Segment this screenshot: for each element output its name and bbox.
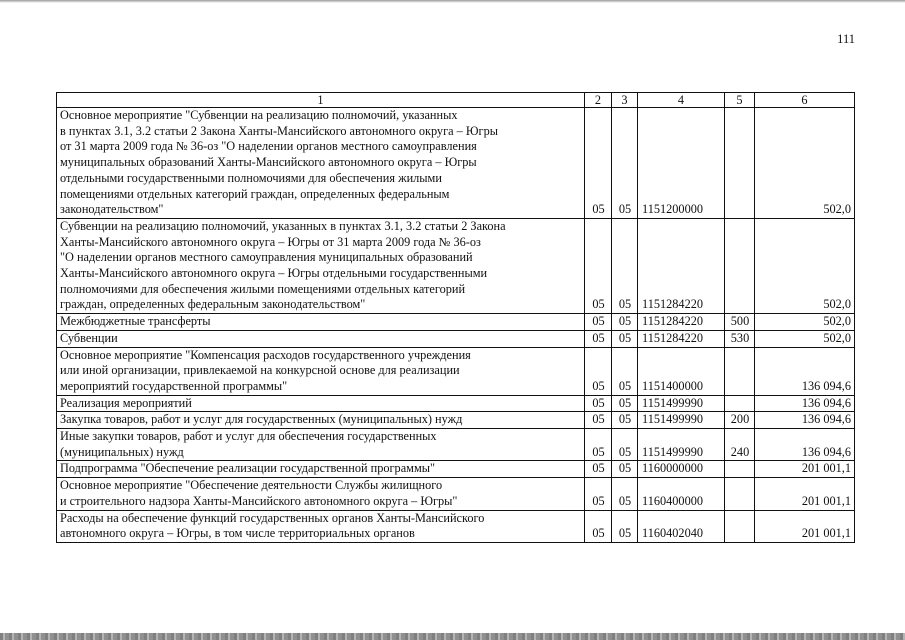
target-article-cell: 1151400000 bbox=[638, 347, 725, 395]
amount-cell: 136 094,6 bbox=[755, 347, 855, 395]
header-cell: 2 bbox=[585, 93, 612, 108]
table-header-row bbox=[57, 93, 855, 108]
table-row bbox=[57, 330, 855, 347]
table-row bbox=[57, 478, 855, 510]
section-code-cell: 05 bbox=[585, 478, 612, 510]
expense-name-cell: Основное мероприятие "Компенсация расходов государственного учреждения или иной организации, привлекаемой на конкурсной основе для реализации мероприятий государственной программы" bbox=[57, 347, 585, 395]
amount-cell: 201 001,1 bbox=[755, 478, 855, 510]
expense-name-cell: Расходы на обеспечение функций государственных органов Ханты-Мансийского автономного округа – Югры, в том числе территориальных органов bbox=[57, 510, 585, 542]
section-code-cell: 05 bbox=[585, 429, 612, 461]
subsection-code-cell: 05 bbox=[612, 347, 638, 395]
amount-cell: 136 094,6 bbox=[755, 412, 855, 429]
budget-table bbox=[56, 92, 855, 543]
subsection-code-cell: 05 bbox=[612, 429, 638, 461]
target-article-cell: 1151284220 bbox=[638, 330, 725, 347]
expense-name-cell: Подпрограмма "Обеспечение реализации государственной программы" bbox=[57, 461, 585, 478]
bottom-scan-edge bbox=[0, 633, 905, 640]
amount-cell: 136 094,6 bbox=[755, 429, 855, 461]
top-scan-edge bbox=[0, 0, 905, 3]
table-row bbox=[57, 347, 855, 395]
target-article-cell: 1151284220 bbox=[638, 218, 725, 313]
expense-name-cell: Основное мероприятие "Субвенции на реализацию полномочий, указанных в пунктах 3.1, 3.2 статьи 2 Закона Ханты-Мансийского автономного округа – Югры от 31 марта 2009 года № 36-оз "О наделении органов местного самоуправления муниципальных образований Ханты-Мансийского автономного округа – Югры отдельными государственными полномочиями для обеспечения жилыми помещениями отдельных категорий граждан, определенных федеральным законодательством" bbox=[57, 108, 585, 219]
section-code-cell: 05 bbox=[585, 314, 612, 331]
expense-type-cell: 200 bbox=[725, 412, 755, 429]
amount-cell: 502,0 bbox=[755, 330, 855, 347]
table-row bbox=[57, 461, 855, 478]
section-code-cell: 05 bbox=[585, 218, 612, 313]
header-cell: 1 bbox=[57, 93, 585, 108]
table-row bbox=[57, 108, 855, 219]
target-article-cell: 1160400000 bbox=[638, 478, 725, 510]
header-cell: 3 bbox=[612, 93, 638, 108]
section-code-cell: 05 bbox=[585, 412, 612, 429]
subsection-code-cell: 05 bbox=[612, 218, 638, 313]
section-code-cell: 05 bbox=[585, 330, 612, 347]
expense-type-cell: 240 bbox=[725, 429, 755, 461]
table-row bbox=[57, 314, 855, 331]
table-row bbox=[57, 395, 855, 412]
table-row bbox=[57, 412, 855, 429]
section-code-cell: 05 bbox=[585, 510, 612, 542]
subsection-code-cell: 05 bbox=[612, 510, 638, 542]
expense-type-cell bbox=[725, 395, 755, 412]
table-row bbox=[57, 218, 855, 313]
section-code-cell: 05 bbox=[585, 347, 612, 395]
amount-cell: 201 001,1 bbox=[755, 510, 855, 542]
expense-type-cell: 530 bbox=[725, 330, 755, 347]
subsection-code-cell: 05 bbox=[612, 461, 638, 478]
target-article-cell: 1151499990 bbox=[638, 429, 725, 461]
expense-type-cell bbox=[725, 461, 755, 478]
subsection-code-cell: 05 bbox=[612, 478, 638, 510]
amount-cell: 502,0 bbox=[755, 218, 855, 313]
expense-name-cell: Межбюджетные трансферты bbox=[57, 314, 585, 331]
section-code-cell: 05 bbox=[585, 461, 612, 478]
header-cell: 4 bbox=[638, 93, 725, 108]
header-cell: 6 bbox=[755, 93, 855, 108]
section-code-cell: 05 bbox=[585, 108, 612, 219]
table-row bbox=[57, 510, 855, 542]
expense-name-cell: Субвенции bbox=[57, 330, 585, 347]
target-article-cell: 1160402040 bbox=[638, 510, 725, 542]
target-article-cell: 1160000000 bbox=[638, 461, 725, 478]
target-article-cell: 1151284220 bbox=[638, 314, 725, 331]
amount-cell: 502,0 bbox=[755, 108, 855, 219]
table-row bbox=[57, 429, 855, 461]
expense-name-cell: Субвенции на реализацию полномочий, указанных в пунктах 3.1, 3.2 статьи 2 Закона Ханты-Мансийского автономного округа – Югры от 31 марта 2009 года № 36-оз "О наделении органов местного самоуправления муниципальных образований Ханты-Мансийского автономного округа – Югры отдельными государственными полномочиями для обеспечения жилыми помещениями отдельных категорий граждан, определенных федеральным законодательством" bbox=[57, 218, 585, 313]
page-number: 111 bbox=[837, 32, 855, 46]
target-article-cell: 1151499990 bbox=[638, 395, 725, 412]
expense-type-cell bbox=[725, 478, 755, 510]
section-code-cell: 05 bbox=[585, 395, 612, 412]
expense-type-cell bbox=[725, 108, 755, 219]
header-cell: 5 bbox=[725, 93, 755, 108]
expense-type-cell bbox=[725, 218, 755, 313]
subsection-code-cell: 05 bbox=[612, 330, 638, 347]
expense-type-cell bbox=[725, 347, 755, 395]
subsection-code-cell: 05 bbox=[612, 412, 638, 429]
target-article-cell: 1151200000 bbox=[638, 108, 725, 219]
amount-cell: 502,0 bbox=[755, 314, 855, 331]
target-article-cell: 1151499990 bbox=[638, 412, 725, 429]
expense-name-cell: Иные закупки товаров, работ и услуг для обеспечения государственных (муниципальных) нужд bbox=[57, 429, 585, 461]
amount-cell: 201 001,1 bbox=[755, 461, 855, 478]
subsection-code-cell: 05 bbox=[612, 108, 638, 219]
expense-name-cell: Закупка товаров, работ и услуг для государственных (муниципальных) нужд bbox=[57, 412, 585, 429]
subsection-code-cell: 05 bbox=[612, 314, 638, 331]
expense-type-cell: 500 bbox=[725, 314, 755, 331]
expense-name-cell: Реализация мероприятий bbox=[57, 395, 585, 412]
amount-cell: 136 094,6 bbox=[755, 395, 855, 412]
expense-type-cell bbox=[725, 510, 755, 542]
expense-name-cell: Основное мероприятие "Обеспечение деятельности Службы жилищного и строительного надзора Ханты-Мансийского автономного округа – Югры" bbox=[57, 478, 585, 510]
subsection-code-cell: 05 bbox=[612, 395, 638, 412]
